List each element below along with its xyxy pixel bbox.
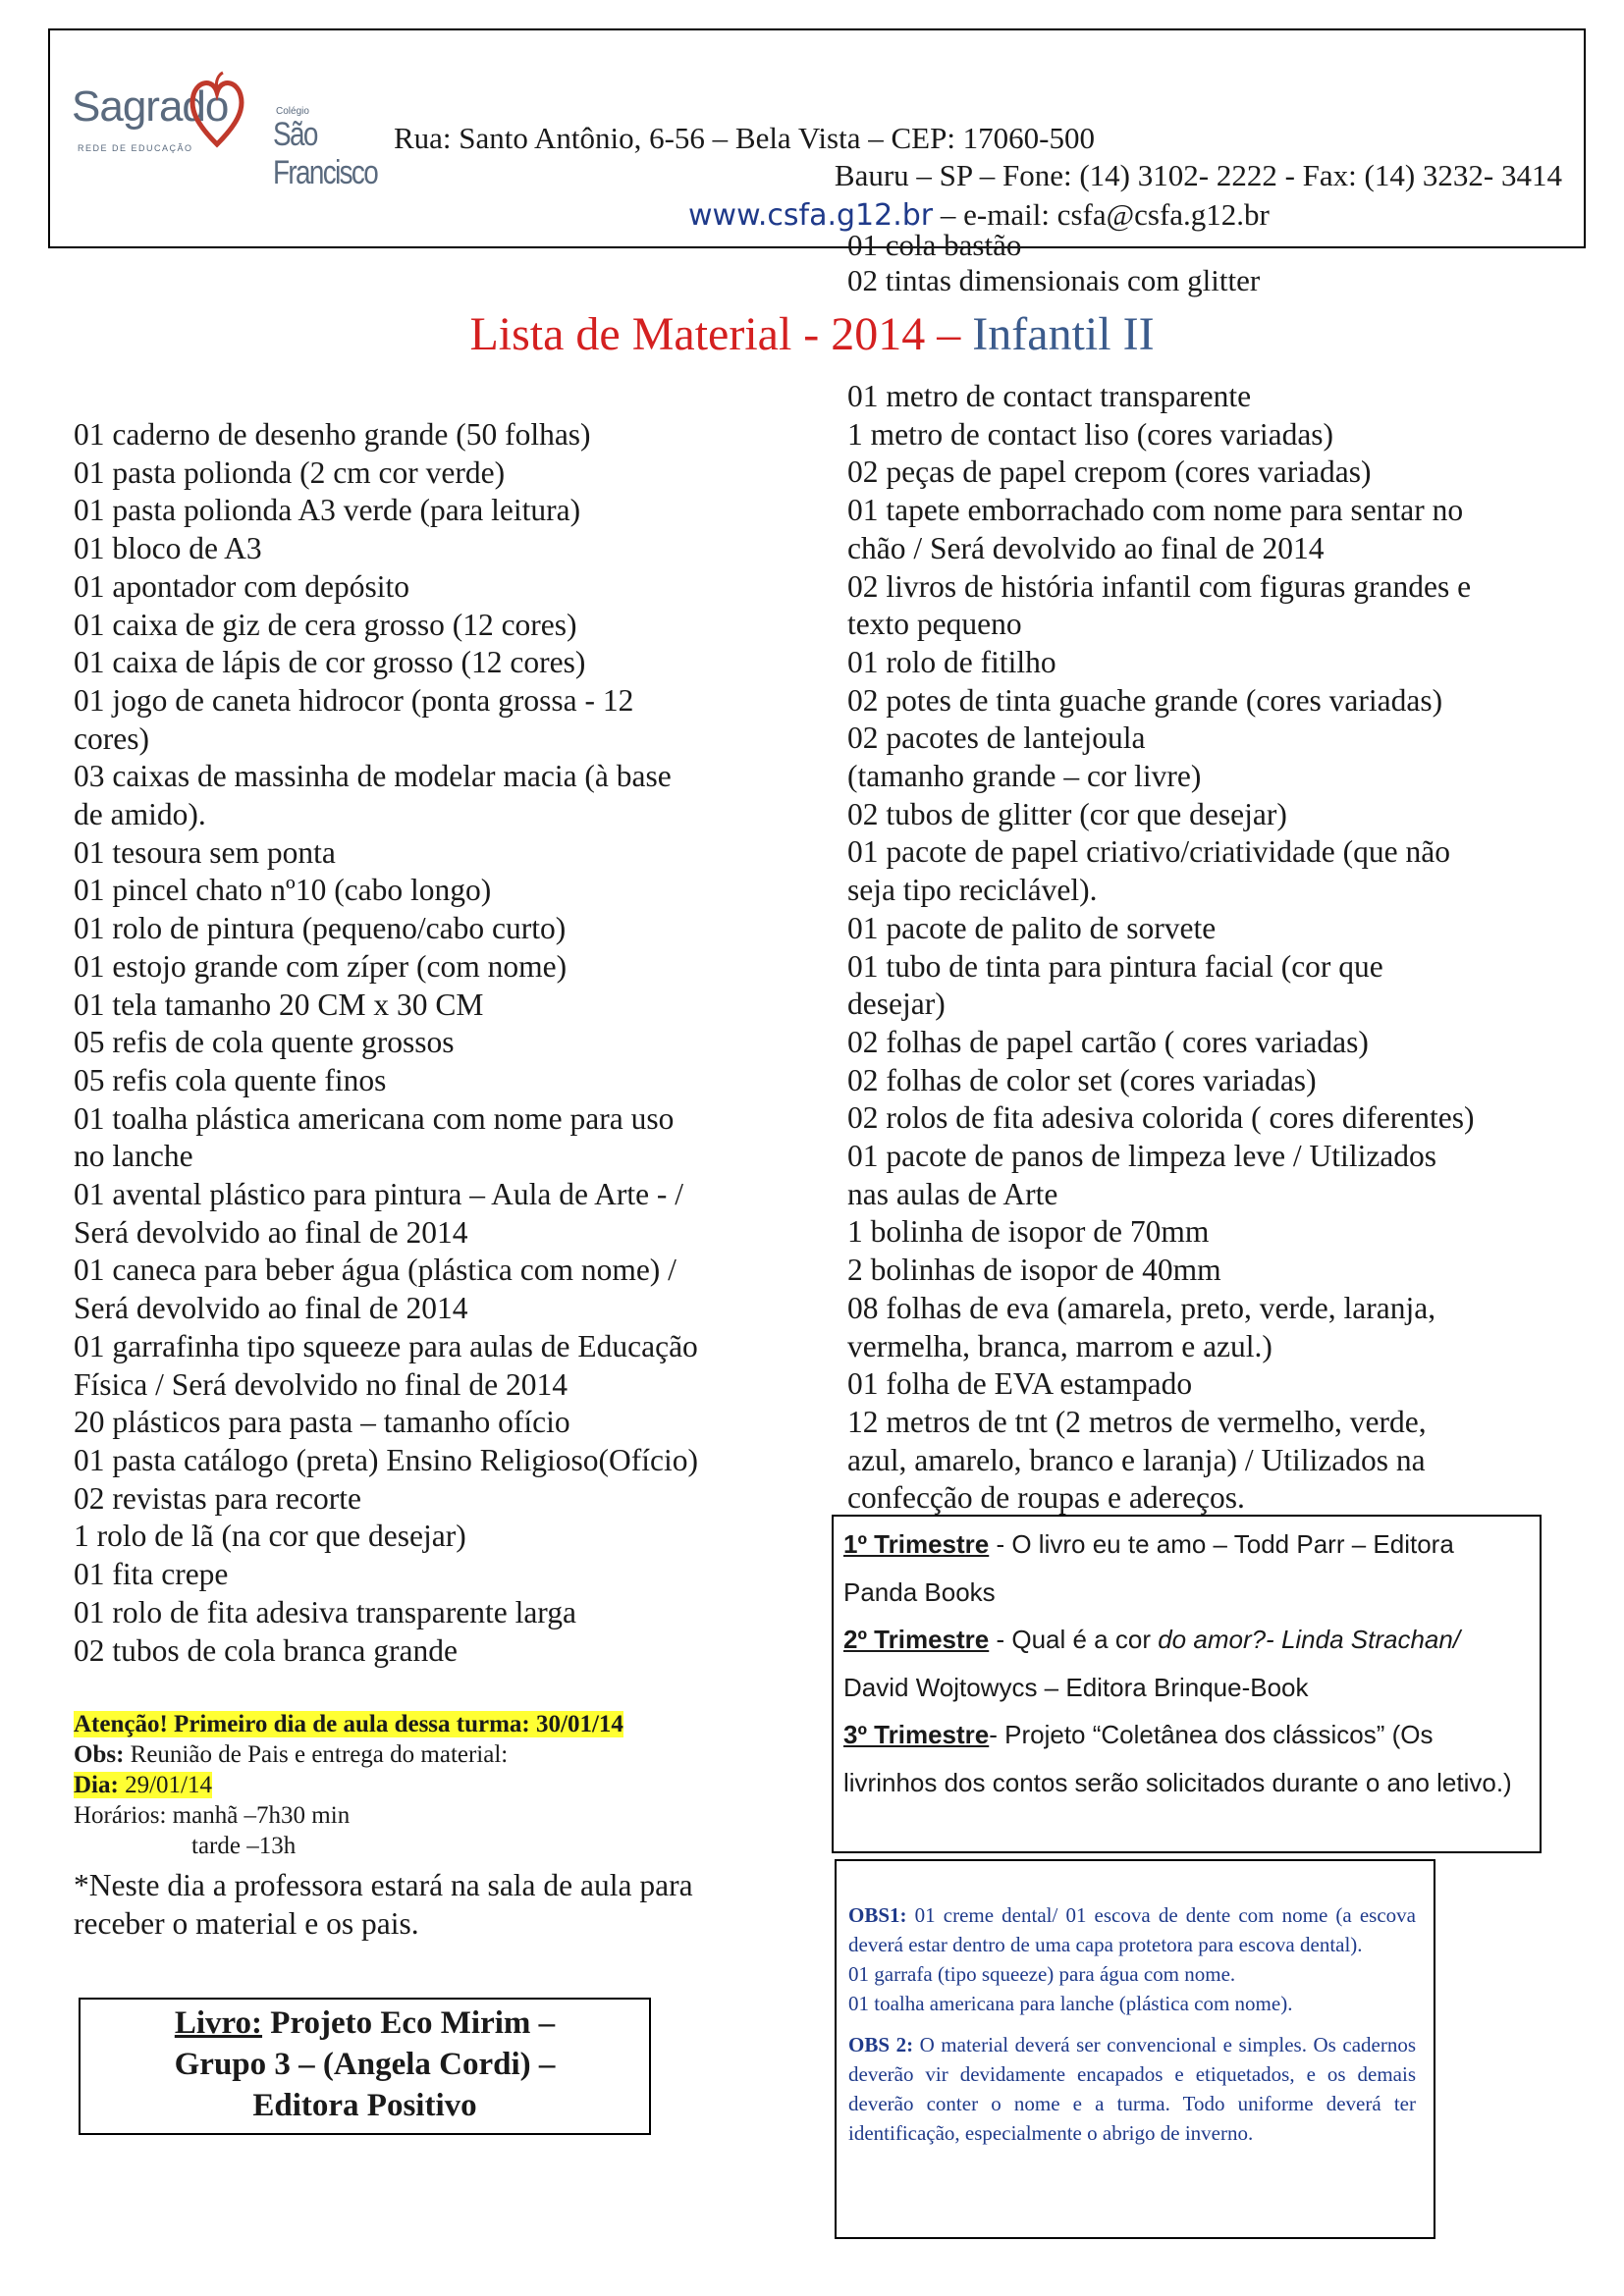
list-item: 01 pacote de palito de sorvete [847,910,1217,945]
book-line-3: Editora Positivo [252,2088,477,2123]
list-item: no lanche [74,1139,193,1174]
list-item: 01 rolo de fita adesiva transparente larga [74,1594,576,1629]
day-highlight: Dia: 29/01/14 [74,1772,212,1798]
list-item: 01 folha de EVA estampado [847,1366,1193,1402]
email-text: – e-mail: csfa@csfa.g12.br [933,197,1270,232]
page-title [0,307,1624,361]
trimester-1-label: 1º Trimestre [843,1529,990,1559]
cut-off-line: 01 cola bastão [847,228,1022,262]
logo-sao-francisco-text: São Francisco [273,116,378,191]
list-item: confecção de roupas e adereços. [847,1480,1245,1516]
trimester-2-text-a: - Qual é a cor [989,1625,1159,1654]
obs2-label: OBS 2: [848,2033,914,2056]
list-item: 01 rolo de pintura (pequeno/cabo curto) [74,911,567,946]
trimester-2-text-c: David Wojtowycs – Editora Brinque-Book [843,1672,1309,1702]
obs-box [835,1859,1435,2239]
list-item: 1 bolinha de isopor de 70mm [847,1214,1210,1250]
list-item: 20 plásticos para pasta – tamanho ofício [74,1405,570,1440]
list-item: vermelha, branca, marrom e azul.) [847,1328,1272,1363]
trimester-2-text-b: do amor?- Linda Strachan/ [1158,1625,1461,1654]
first-day-highlight: Atenção! Primeiro dia de aula dessa turma: 30/01/14 [74,1711,623,1737]
list-item: chão / Será devolvido ao final de 2014 [847,530,1325,565]
attention-block [74,1709,623,1861]
obs2-text: O material deverá ser convencional e simples. Os cadernos deverão vir devidamente encapados e etiquetados, e os demais deverão conter o nome e a turma. Todo uniforme deverá ter identificação, especialmente o abrigo de inverno. [848,2033,1417,2145]
list-item: 01 jogo de caneta hidrocor (ponta grossa - 12 [74,682,634,718]
list-item: 08 folhas de eva (amarela, preto, verde, laranja, [847,1290,1436,1325]
obs-text: Reunião de Pais e entrega do material: [124,1741,509,1768]
list-item: 01 pacote de papel criativo/criatividade (que não [847,834,1450,870]
list-item: cores) [74,721,149,756]
list-item: 01 pasta polionda A3 verde (para leitura) [74,493,581,528]
list-item: 01 estojo grande com zíper (com nome) [74,948,568,984]
list-item: 01 apontador com depósito [74,568,410,604]
list-item: 01 caixa de lápis de cor grosso (12 cores) [74,645,586,680]
list-item: 01 toalha plástica americana com nome para uso [74,1100,675,1136]
website-link[interactable]: www.csfa.g12.br [688,198,934,233]
hours-line-1: Horários: manhã –7h30 min [74,1802,351,1829]
book-line-1: Projeto Eco Mirim – [262,2005,556,2041]
right-material-list [847,378,1535,1518]
list-item: de amido). [74,797,206,832]
list-item: Física / Será devolvido no final de 2014 [74,1366,568,1402]
list-item: 02 rolos de fita adesiva colorida ( cores diferentes) [847,1100,1475,1136]
logo-sagrado-text: Sagrado [72,82,229,131]
hours-line-2: tarde –13h [191,1833,297,1859]
list-item: 1 metro de contact liso (cores variadas) [847,416,1334,452]
list-item: (tamanho grande – cor livre) [847,759,1202,794]
address-line-1: Rua: Santo Antônio, 6-56 – Bela Vista – CEP: 17060-500 [394,121,1095,155]
list-item: desejar) [847,987,946,1022]
list-item: texto pequeno [847,607,1022,642]
trimester-3-label: 3º Trimestre [843,1720,990,1749]
overflow-list-item: 02 tintas dimensionais com glitter [847,263,1261,297]
list-item: seja tipo reciclável). [847,873,1098,908]
trimester-box [832,1515,1542,1853]
list-item: 01 caderno de desenho grande (50 folhas) [74,417,591,452]
teacher-note: *Neste dia a professora estará na sala de aula para receber o material e os pais. [74,1868,693,1941]
list-item: 01 avental plástico para pintura – Aula de Arte - / [74,1177,684,1212]
trimester-2-label: 2º Trimestre [843,1625,990,1654]
list-item: azul, amarelo, branco e laranja) / Utilizados na [847,1442,1426,1477]
list-item: nas aulas de Arte [847,1176,1058,1211]
list-item: 01 pasta catálogo (preta) Ensino Religioso(Ofício) [74,1442,698,1477]
obs-label: Obs: [74,1741,125,1768]
list-item: Será devolvido ao final de 2014 [74,1291,468,1326]
list-item: 12 metros de tnt (2 metros de vermelho, verde, [847,1404,1427,1439]
list-item: Será devolvido ao final de 2014 [74,1214,468,1250]
obs1-text: 01 creme dental/ 01 escova de dente com nome (a escova deverá estar dentro de uma capa protetora para escova dental). [848,1903,1416,1956]
list-item: 02 folhas de papel cartão ( cores variadas) [847,1024,1369,1059]
list-item: 01 rolo de fitilho [847,644,1056,679]
list-item: 05 refis cola quente finos [74,1062,387,1097]
school-logo [72,65,425,191]
obs1-label: OBS1: [848,1903,907,1927]
list-item: 02 revistas para recorte [74,1480,361,1516]
list-item: 02 tubos de glitter (cor que desejar) [847,796,1287,831]
list-item: 01 metro de contact transparente [847,379,1252,413]
book-line-2: Grupo 3 – (Angela Cordi) – [174,2047,556,2082]
left-material-list [74,416,761,1670]
trimester-1-text: - O livro eu te amo – Todd Parr – Editora Panda Books [843,1529,1454,1607]
list-item: 02 folhas de color set (cores variadas) [847,1062,1317,1097]
list-item: 01 caneca para beber água (plástica com nome) / [74,1253,677,1288]
list-item: 03 caixas de massinha de modelar macia (à base [74,759,672,794]
list-item: 02 pacotes de lantejoula [847,721,1146,756]
list-item: 01 tapete emborrachado com nome para sentar no [847,493,1464,528]
list-item: 01 caixa de giz de cera grosso (12 cores) [74,607,577,642]
list-item: 02 potes de tinta guache grande (cores variadas) [847,682,1443,718]
list-item: 01 fita crepe [74,1557,229,1592]
title-blue-part: Infantil II [972,308,1155,360]
obs1-line-2: 01 garrafa (tipo squeeze) para água com nome. [848,1962,1236,1986]
list-item: 1 rolo de lã (na cor que desejar) [74,1519,466,1554]
list-item: 05 refis de cola quente grossos [74,1025,455,1060]
list-item: 01 tela tamanho 20 CM x 30 CM [74,987,484,1022]
list-item: 2 bolinhas de isopor de 40mm [847,1253,1221,1288]
trimester-3-text: - Projeto “Coletânea dos clássicos” (Os livrinhos dos contos serão solicitados durante o ano letivo.) [843,1720,1512,1797]
list-item: 02 tubos de cola branca grande [74,1632,458,1668]
logo-rede-text: REDE DE EDUCAÇÃO [78,143,193,153]
logo-colegio-text: Colégio [276,106,309,117]
list-item: 01 garrafinha tipo squeeze para aulas de Educação [74,1328,698,1363]
list-item: 01 tesoura sem ponta [74,834,336,870]
address-line-2: Bauru – SP – Fone: (14) 3102- 2222 - Fax: (14) 3232- 3414 [834,158,1562,192]
list-item: 01 bloco de A3 [74,531,262,566]
list-item: 01 pincel chato nº10 (cabo longo) [74,873,492,908]
obs1-line-3: 01 toalha americana para lanche (plástica com nome). [848,1992,1293,2015]
list-item: 01 tubo de tinta para pintura facial (cor que [847,948,1383,984]
header-box [48,28,1586,248]
book-label: Livro: [174,2005,263,2041]
list-item: 01 pasta polionda (2 cm cor verde) [74,454,506,490]
heart-logo-icon [188,71,246,149]
list-item: 01 pacote de panos de limpeza leve / Utilizados [847,1139,1437,1174]
list-item: 02 livros de história infantil com figuras grandes e [847,568,1472,604]
book-box [79,1998,651,2135]
list-item: 02 peças de papel crepom (cores variadas) [847,454,1372,490]
title-red-part: Lista de Material - 2014 – [469,308,973,360]
